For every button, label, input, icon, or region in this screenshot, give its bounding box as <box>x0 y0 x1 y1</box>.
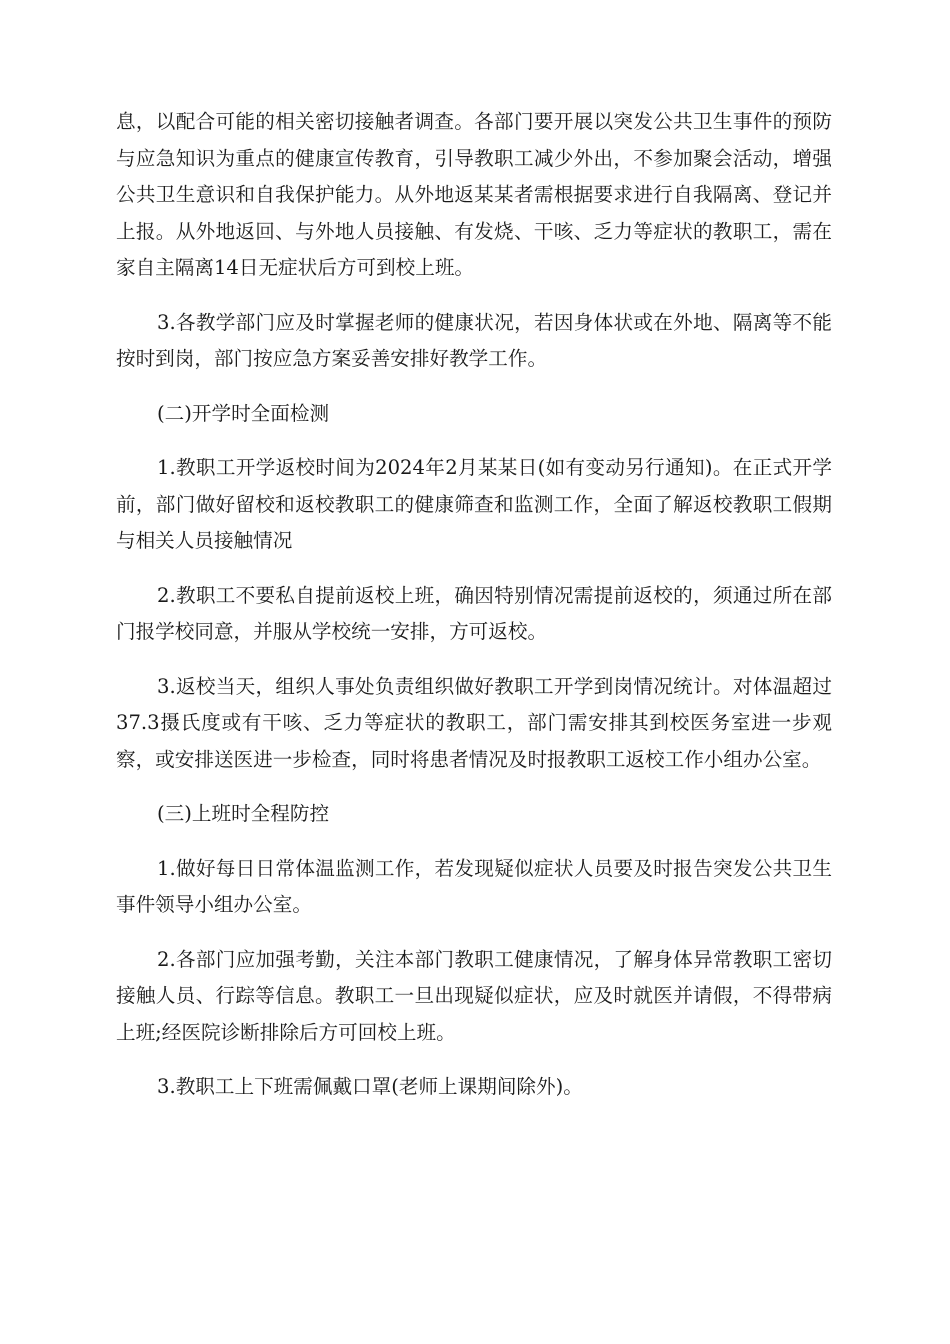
section-heading-2: (二)开学时全面检测 <box>157 401 330 425</box>
paragraph-item-3-masks: 3.教职工上下班需佩戴口罩(老师上课期间除外)。 <box>157 1075 583 1098</box>
document-body <box>116 104 832 1124</box>
paragraph-item-2-attendance: 2.各部门应加强考勤，关注本部门教职工健康情况，了解身体异常教职工密切接触人员、行踪等信息。教职工一旦出现疑似症状，应及时就医并请假，不得带病上班;经医院诊断排除后方可回校上班。 <box>116 947 832 1044</box>
section-heading-3: (三)上班时全程防控 <box>157 802 330 825</box>
paragraph-item-3-return-day: 3.返校当天，组织人事处负责组织做好教职工开学到岗情况统计。对体温超过37.3摄氏度或有干咳、乏力等症状的教职工，部门需安排其到校医务室进一步观察，或安排送医进一步检查，同时将患者情况及时报教职工返校工作小组办公室。 <box>116 674 832 771</box>
paragraph-item-1-temperature-monitoring: 1.做好每日日常体温监测工作，若发现疑似症状人员要及时报告突发公共卫生事件领导小组办公室。 <box>116 856 832 916</box>
paragraph-item-2-no-early-return: 2.教职工不要私自提前返校上班，确因特别情况需提前返校的，须通过所在部门报学校同意，并服从学校统一安排，方可返校。 <box>116 583 832 643</box>
paragraph-item-3-teaching-staff-health: 3.各教学部门应及时掌握老师的健康状况，若因身体状或在外地、隔离等不能按时到岗，部门按应急方案妥善安排好教学工作。 <box>116 310 832 370</box>
paragraph-continuation: 息，以配合可能的相关密切接触者调查。各部门要开展以突发公共卫生事件的预防与应急知识为重点的健康宣传教育，引导教职工减少外出，不参加聚会活动，增强公共卫生意识和自我保护能力。从外地返某某者需根据要求进行自我隔离、登记并上报。从外地返回、与外地人员接触、有发烧、干咳、乏力等症状的教职工，需在家自主隔离14日无症状后方可到校上班。 <box>116 110 832 279</box>
paragraph-item-1-return-date: 1.教职工开学返校时间为2024年2月某某日(如有变动另行通知)。在正式开学前，部门做好留校和返校教职工的健康筛查和监测工作，全面了解返校教职工假期与相关人员接触情况 <box>116 456 832 552</box>
